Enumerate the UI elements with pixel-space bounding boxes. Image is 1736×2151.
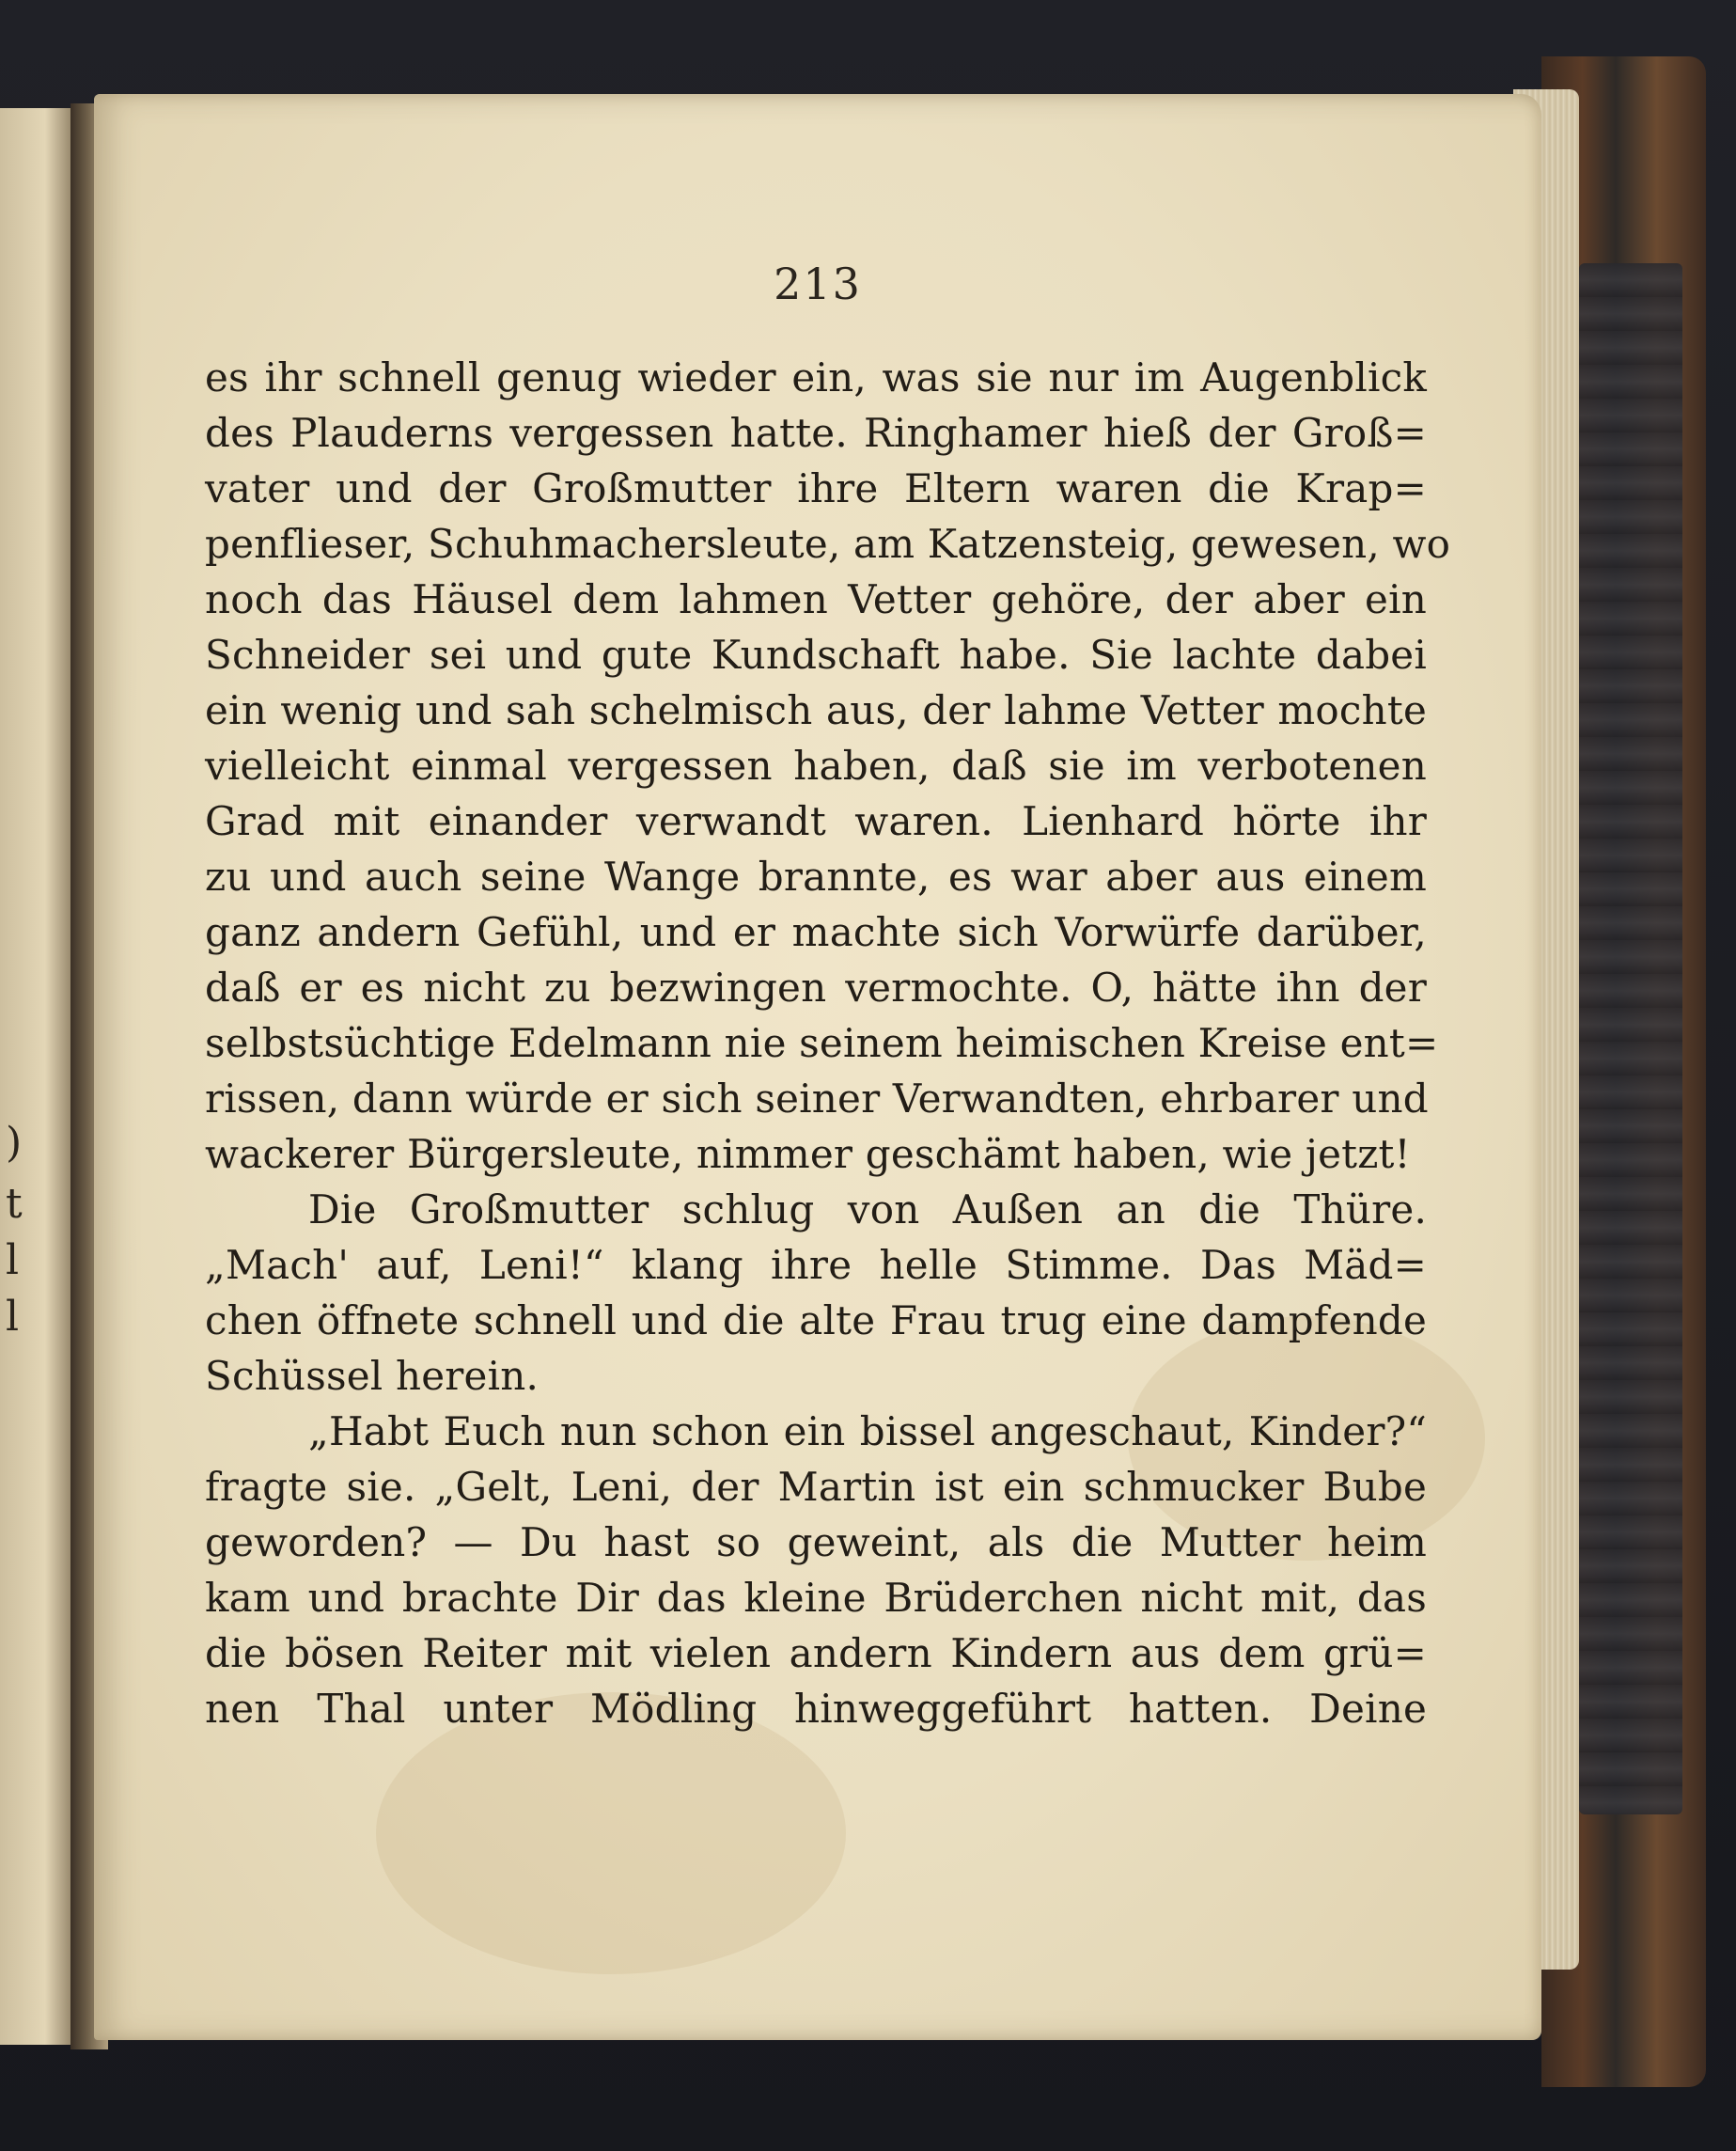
text-line: rissen, dann würde er sich seiner Verwandten, ehrbarer und xyxy=(205,1076,1429,1122)
facing-page-fragment xyxy=(0,108,75,2045)
text-line: daß er es nicht zu bezwingen vermochte. O, hätte ihn der xyxy=(205,965,1427,1011)
text-line: penflieser, Schuhmachersleute, am Katzensteig, gewesen, wo xyxy=(205,521,1451,567)
text-line: noch das Häusel dem lahmen Vetter gehöre, der aber ein xyxy=(205,576,1427,622)
text-line: kam und brachte Dir das kleine Brüderchen nicht mit, das xyxy=(205,1575,1427,1621)
text-line: chen öffnete schnell und die alte Frau trug eine dampfende xyxy=(205,1297,1427,1343)
text-line: Die Großmutter schlug von Außen an die Thüre. xyxy=(308,1186,1427,1233)
text-line: wackerer Bürgersleute, nimmer geschämt haben, wie jetzt! xyxy=(205,1131,1411,1177)
text-line: es ihr schnell genug wieder ein, was sie nur im Augenblick xyxy=(205,354,1427,400)
text-line: vater und der Großmutter ihre Eltern waren die Krap= xyxy=(205,465,1427,511)
facing-page-mark: l xyxy=(6,1236,20,1284)
facing-page-mark: t xyxy=(6,1180,23,1228)
body-text xyxy=(205,350,1451,1736)
text-line: selbstsüchtige Edelmann nie seinem heimischen Kreise ent= xyxy=(205,1020,1439,1066)
text-line: geworden? — Du hast so geweint, als die Mutter heim xyxy=(205,1519,1427,1565)
text-line: ein wenig und sah schelmisch aus, der lahme Vetter mochte xyxy=(205,687,1427,733)
text-line: „Habt Euch nun schon ein bissel angeschaut, Kinder?“ xyxy=(308,1408,1427,1454)
text-line: des Plauderns vergessen hatte. Ringhamer hieß der Groß= xyxy=(205,410,1427,456)
page-number: 213 xyxy=(774,259,862,309)
text-line: die bösen Reiter mit vielen andern Kindern aus dem grü= xyxy=(205,1630,1427,1676)
text-line: vielleicht einmal vergessen haben, daß sie im verbotenen xyxy=(205,743,1427,789)
text-line: Grad mit einander verwandt waren. Lienhard hörte ihr xyxy=(205,798,1427,844)
text-line: zu und auch seine Wange brannte, es war aber aus einem xyxy=(205,854,1427,900)
text-line: „Mach' auf, Leni!“ klang ihre helle Stimme. Das Mäd= xyxy=(205,1242,1427,1288)
text-line: ganz andern Gefühl, und er machte sich Vorwürfe darüber, xyxy=(205,909,1427,955)
text-line: nen Thal unter Mödling hinweggeführt hatten. Deine xyxy=(205,1686,1427,1732)
facing-page-mark: l xyxy=(6,1293,20,1341)
text-line: Schüssel herein. xyxy=(205,1353,540,1399)
text-line: Schneider sei und gute Kundschaft habe. Sie lachte dabei xyxy=(205,632,1427,678)
book-page xyxy=(94,94,1541,2040)
facing-page-mark: ) xyxy=(6,1119,23,1167)
text-line: fragte sie. „Gelt, Leni, der Martin ist ein schmucker Bube xyxy=(205,1464,1427,1510)
